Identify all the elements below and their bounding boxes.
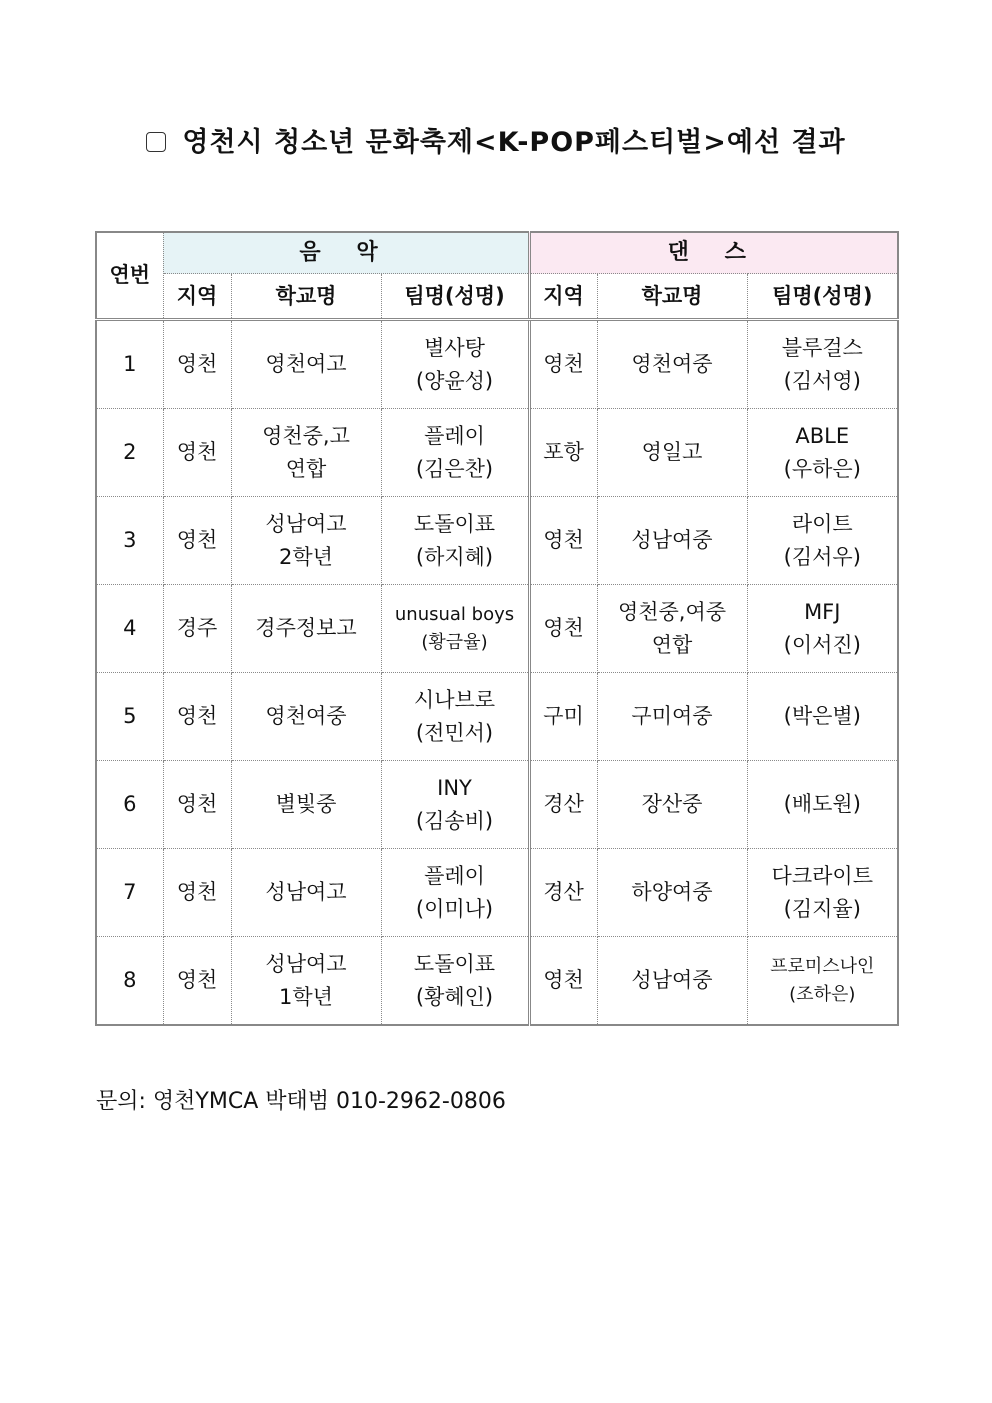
cell-music-region: 경주 <box>163 585 231 673</box>
cell-dance-team-line: 라이트 <box>791 511 853 536</box>
cell-dance-school-line: 성남여중 <box>631 528 713 553</box>
cell-no: 3 <box>96 497 163 585</box>
cell-dance-school-line: 영천중,여중 <box>617 599 727 624</box>
cell-music-team <box>381 673 529 761</box>
cell-dance-region: 영천 <box>529 585 597 673</box>
cell-dance-team-line: (이서진) <box>783 632 861 657</box>
cell-dance-team <box>747 937 898 1026</box>
cell-dance-team-line: (배도원) <box>783 792 861 817</box>
cell-music-team <box>381 849 529 937</box>
header-no: 연번 <box>96 232 163 320</box>
cell-music-team-line: (하지혜) <box>415 544 494 569</box>
header-music-region: 지역 <box>163 274 231 320</box>
cell-dance-team-line: (조하은) <box>789 983 856 1005</box>
cell-music-region: 영천 <box>163 673 231 761</box>
cell-dance-school-line: 영천여중 <box>631 352 713 377</box>
contact-info: 문의: 영천YMCA 박태범 010-2962-0806 <box>96 1089 506 1114</box>
cell-music-school-line: 성남여고 <box>265 880 347 905</box>
cell-dance-team <box>747 673 898 761</box>
header-music-school: 학교명 <box>231 274 381 320</box>
cell-music-region: 영천 <box>163 409 231 497</box>
cell-dance-team-line: 블루걸스 <box>781 335 863 360</box>
cell-dance-region: 경산 <box>529 849 597 937</box>
cell-dance-team <box>747 585 898 673</box>
cell-music-team-line: (양윤성) <box>415 368 494 393</box>
cell-no: 7 <box>96 849 163 937</box>
header-dance: 댄 스 <box>529 232 898 274</box>
cell-dance-school <box>597 320 747 409</box>
cell-music-school <box>231 409 381 497</box>
cell-dance-region: 영천 <box>529 320 597 409</box>
cell-music-team-line: 시나브로 <box>413 687 496 712</box>
cell-dance-school <box>597 409 747 497</box>
cell-music-school-line: 성남여고 <box>265 951 347 976</box>
cell-dance-school <box>597 497 747 585</box>
cell-dance-team-line: ABLE <box>795 423 850 448</box>
cell-music-region: 영천 <box>163 937 231 1026</box>
cell-dance-school <box>597 673 747 761</box>
table-row <box>96 497 898 585</box>
table-row <box>96 761 898 849</box>
cell-dance-school-line: 장산중 <box>641 792 703 817</box>
cell-dance-school-line: 성남여중 <box>631 968 713 993</box>
cell-music-region: 영천 <box>163 320 231 409</box>
cell-music-team-line: (김송비) <box>415 808 494 833</box>
cell-music-team <box>381 320 529 409</box>
cell-dance-school <box>597 761 747 849</box>
cell-dance-team-line: MFJ <box>804 599 841 624</box>
cell-music-team-line: 도돌이표 <box>413 511 496 536</box>
cell-dance-school-line: 하양여중 <box>631 880 713 905</box>
page-title <box>0 120 992 159</box>
cell-music-team <box>381 761 529 849</box>
header-music: 음 악 <box>163 232 529 274</box>
cell-music-school-line: 연합 <box>285 456 327 481</box>
table-row <box>96 849 898 937</box>
cell-dance-region: 영천 <box>529 937 597 1026</box>
cell-dance-region: 구미 <box>529 673 597 761</box>
cell-dance-team-line: (김서우) <box>783 544 861 569</box>
cell-music-school <box>231 320 381 409</box>
cell-music-school <box>231 849 381 937</box>
cell-dance-team <box>747 761 898 849</box>
cell-dance-team-line: 프로미스나인 <box>770 955 875 977</box>
cell-dance-team-line: (김지율) <box>783 896 861 921</box>
cell-dance-team-line: (우하은) <box>783 456 861 481</box>
cell-dance-team <box>747 320 898 409</box>
cell-dance-team-line: (박은별) <box>783 704 861 729</box>
cell-no: 8 <box>96 937 163 1026</box>
cell-music-school-line: 성남여고 <box>265 511 347 536</box>
table-row <box>96 585 898 673</box>
cell-no: 4 <box>96 585 163 673</box>
cell-no: 5 <box>96 673 163 761</box>
header-music-team: 팀명(성명) <box>381 274 529 320</box>
header-dance-region: 지역 <box>529 274 597 320</box>
cell-no: 2 <box>96 409 163 497</box>
table-row <box>96 673 898 761</box>
cell-music-team-line: 플레이 <box>424 863 485 888</box>
cell-music-team-line: 플레이 <box>424 423 485 448</box>
cell-music-school <box>231 585 381 673</box>
cell-music-school <box>231 673 381 761</box>
cell-music-team-line: 도돌이표 <box>413 951 496 976</box>
cell-music-school-line: 1학년 <box>279 984 333 1009</box>
cell-music-team-line: (이미나) <box>415 896 494 921</box>
title-text: 영천시 청소년 문화축제<K-POP페스티벌>예선 결과 <box>182 127 846 158</box>
cell-dance-school <box>597 937 747 1026</box>
cell-dance-region: 경산 <box>529 761 597 849</box>
cell-music-team-line: (전민서) <box>415 720 494 745</box>
cell-music-school <box>231 497 381 585</box>
table-row <box>96 937 898 1026</box>
cell-music-team <box>381 937 529 1026</box>
cell-music-team-line: unusual boys <box>394 603 515 625</box>
cell-music-team <box>381 497 529 585</box>
cell-music-school-line: 영천중,고 <box>262 423 350 448</box>
cell-dance-school <box>597 849 747 937</box>
cell-music-school-line: 영천여중 <box>265 704 347 729</box>
cell-dance-team <box>747 409 898 497</box>
cell-music-team-line: 별사탕 <box>424 335 485 360</box>
header-dance-school: 학교명 <box>597 274 747 320</box>
cell-music-team-line: INY <box>437 775 472 800</box>
cell-music-school-line: 경주정보고 <box>255 616 357 641</box>
cell-music-team <box>381 409 529 497</box>
cell-music-school-line: 영천여고 <box>265 352 347 377</box>
cell-music-school-line: 2학년 <box>279 544 333 569</box>
header-dance-team: 팀명(성명) <box>747 274 898 320</box>
cell-dance-region: 포항 <box>529 409 597 497</box>
cell-dance-team <box>747 849 898 937</box>
cell-dance-school <box>597 585 747 673</box>
cell-dance-region: 영천 <box>529 497 597 585</box>
cell-no: 6 <box>96 761 163 849</box>
cell-dance-school-line: 구미여중 <box>631 704 713 729</box>
cell-dance-team-line: (김서영) <box>783 368 861 393</box>
cell-music-school <box>231 937 381 1026</box>
cell-dance-team <box>747 497 898 585</box>
cell-music-region: 영천 <box>163 761 231 849</box>
cell-music-region: 영천 <box>163 497 231 585</box>
cell-music-region: 영천 <box>163 849 231 937</box>
table-row <box>96 320 898 409</box>
cell-no: 1 <box>96 320 163 409</box>
cell-dance-school-line: 연합 <box>651 632 693 657</box>
cell-music-school <box>231 761 381 849</box>
cell-music-school-line: 별빛중 <box>275 792 337 817</box>
cell-music-team-line: (황혜인) <box>415 984 494 1009</box>
cell-music-team-line: (김은찬) <box>415 456 494 481</box>
cell-dance-school-line: 영일고 <box>641 440 703 465</box>
cell-dance-team-line: 다크라이트 <box>771 863 873 888</box>
table-row <box>96 409 898 497</box>
checkbox-icon <box>146 132 166 152</box>
cell-music-team <box>381 585 529 673</box>
cell-music-team-line: (황금율) <box>421 631 488 653</box>
results-table <box>95 231 899 1026</box>
